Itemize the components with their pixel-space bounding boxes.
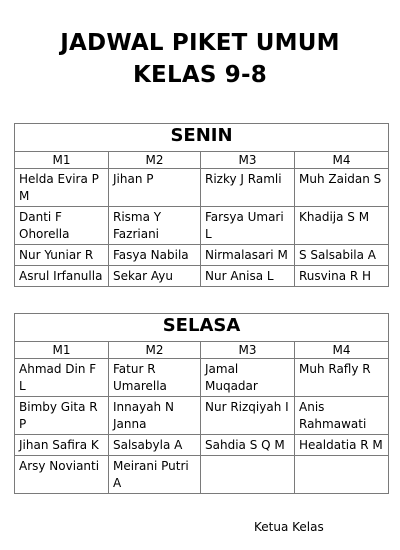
name-cell: S Salsabila A	[295, 245, 389, 266]
name-cell: Khadija S M	[295, 207, 389, 245]
column-header-m4: M4	[295, 152, 389, 169]
name-cell: Rizky J Ramli	[201, 169, 295, 207]
footer-signature-label: Ketua Kelas	[254, 520, 324, 534]
schedule-table-senin	[14, 123, 389, 287]
name-cell	[295, 456, 389, 494]
name-cell: Helda Evira P M	[15, 169, 109, 207]
name-cell: Sekar Ayu	[109, 266, 201, 287]
column-header-m4: M4	[295, 342, 389, 359]
name-cell: Sahdia S Q M	[201, 435, 295, 456]
name-cell: Meirani Putri A	[109, 456, 201, 494]
name-cell: Muh Rafly R	[295, 359, 389, 397]
name-cell: Ahmad Din F L	[15, 359, 109, 397]
name-cell: Nur Rizqiyah I	[201, 397, 295, 435]
column-header-m3: M3	[201, 342, 295, 359]
name-cell: Muh Zaidan S	[295, 169, 389, 207]
name-cell: Nur Yuniar R	[15, 245, 109, 266]
name-cell: Rusvina R H	[295, 266, 389, 287]
name-cell: Fatur R Umarella	[109, 359, 201, 397]
name-cell: Healdatia R M	[295, 435, 389, 456]
column-header-row	[15, 152, 389, 169]
table-row	[15, 169, 389, 207]
name-cell: Nur Anisa L	[201, 266, 295, 287]
table-row	[15, 207, 389, 245]
name-cell: Bimby Gita R P	[15, 397, 109, 435]
column-header-m3: M3	[201, 152, 295, 169]
name-cell: Anis Rahmawati	[295, 397, 389, 435]
name-cell: Risma Y Fazriani	[109, 207, 201, 245]
name-cell: Jihan P	[109, 169, 201, 207]
name-cell: Jamal Muqadar	[201, 359, 295, 397]
table-row	[15, 435, 389, 456]
name-cell: Innayah N Janna	[109, 397, 201, 435]
column-header-row	[15, 342, 389, 359]
name-cell: Fasya Nabila	[109, 245, 201, 266]
name-cell: Jihan Safira K	[15, 435, 109, 456]
table-row	[15, 397, 389, 435]
table-row	[15, 456, 389, 494]
name-cell: Arsy Novianti	[15, 456, 109, 494]
column-header-m2: M2	[109, 342, 201, 359]
day-title-selasa: SELASA	[15, 314, 389, 342]
name-cell	[201, 456, 295, 494]
column-header-m1: M1	[15, 342, 109, 359]
table-row	[15, 359, 389, 397]
name-cell: Nirmalasari M	[201, 245, 295, 266]
column-header-m2: M2	[109, 152, 201, 169]
name-cell: Danti F Ohorella	[15, 207, 109, 245]
table-row	[15, 245, 389, 266]
name-cell: Salsabyla A	[109, 435, 201, 456]
day-title-senin: SENIN	[15, 124, 389, 152]
name-cell: Farsya Umari L	[201, 207, 295, 245]
column-header-m1: M1	[15, 152, 109, 169]
page-title-line-2: KELAS 9-8	[133, 62, 267, 88]
schedule-table-selasa	[14, 313, 389, 494]
page-title-line-1: JADWAL PIKET UMUM	[60, 30, 340, 56]
table-row	[15, 266, 389, 287]
name-cell: Asrul Irfanulla	[15, 266, 109, 287]
